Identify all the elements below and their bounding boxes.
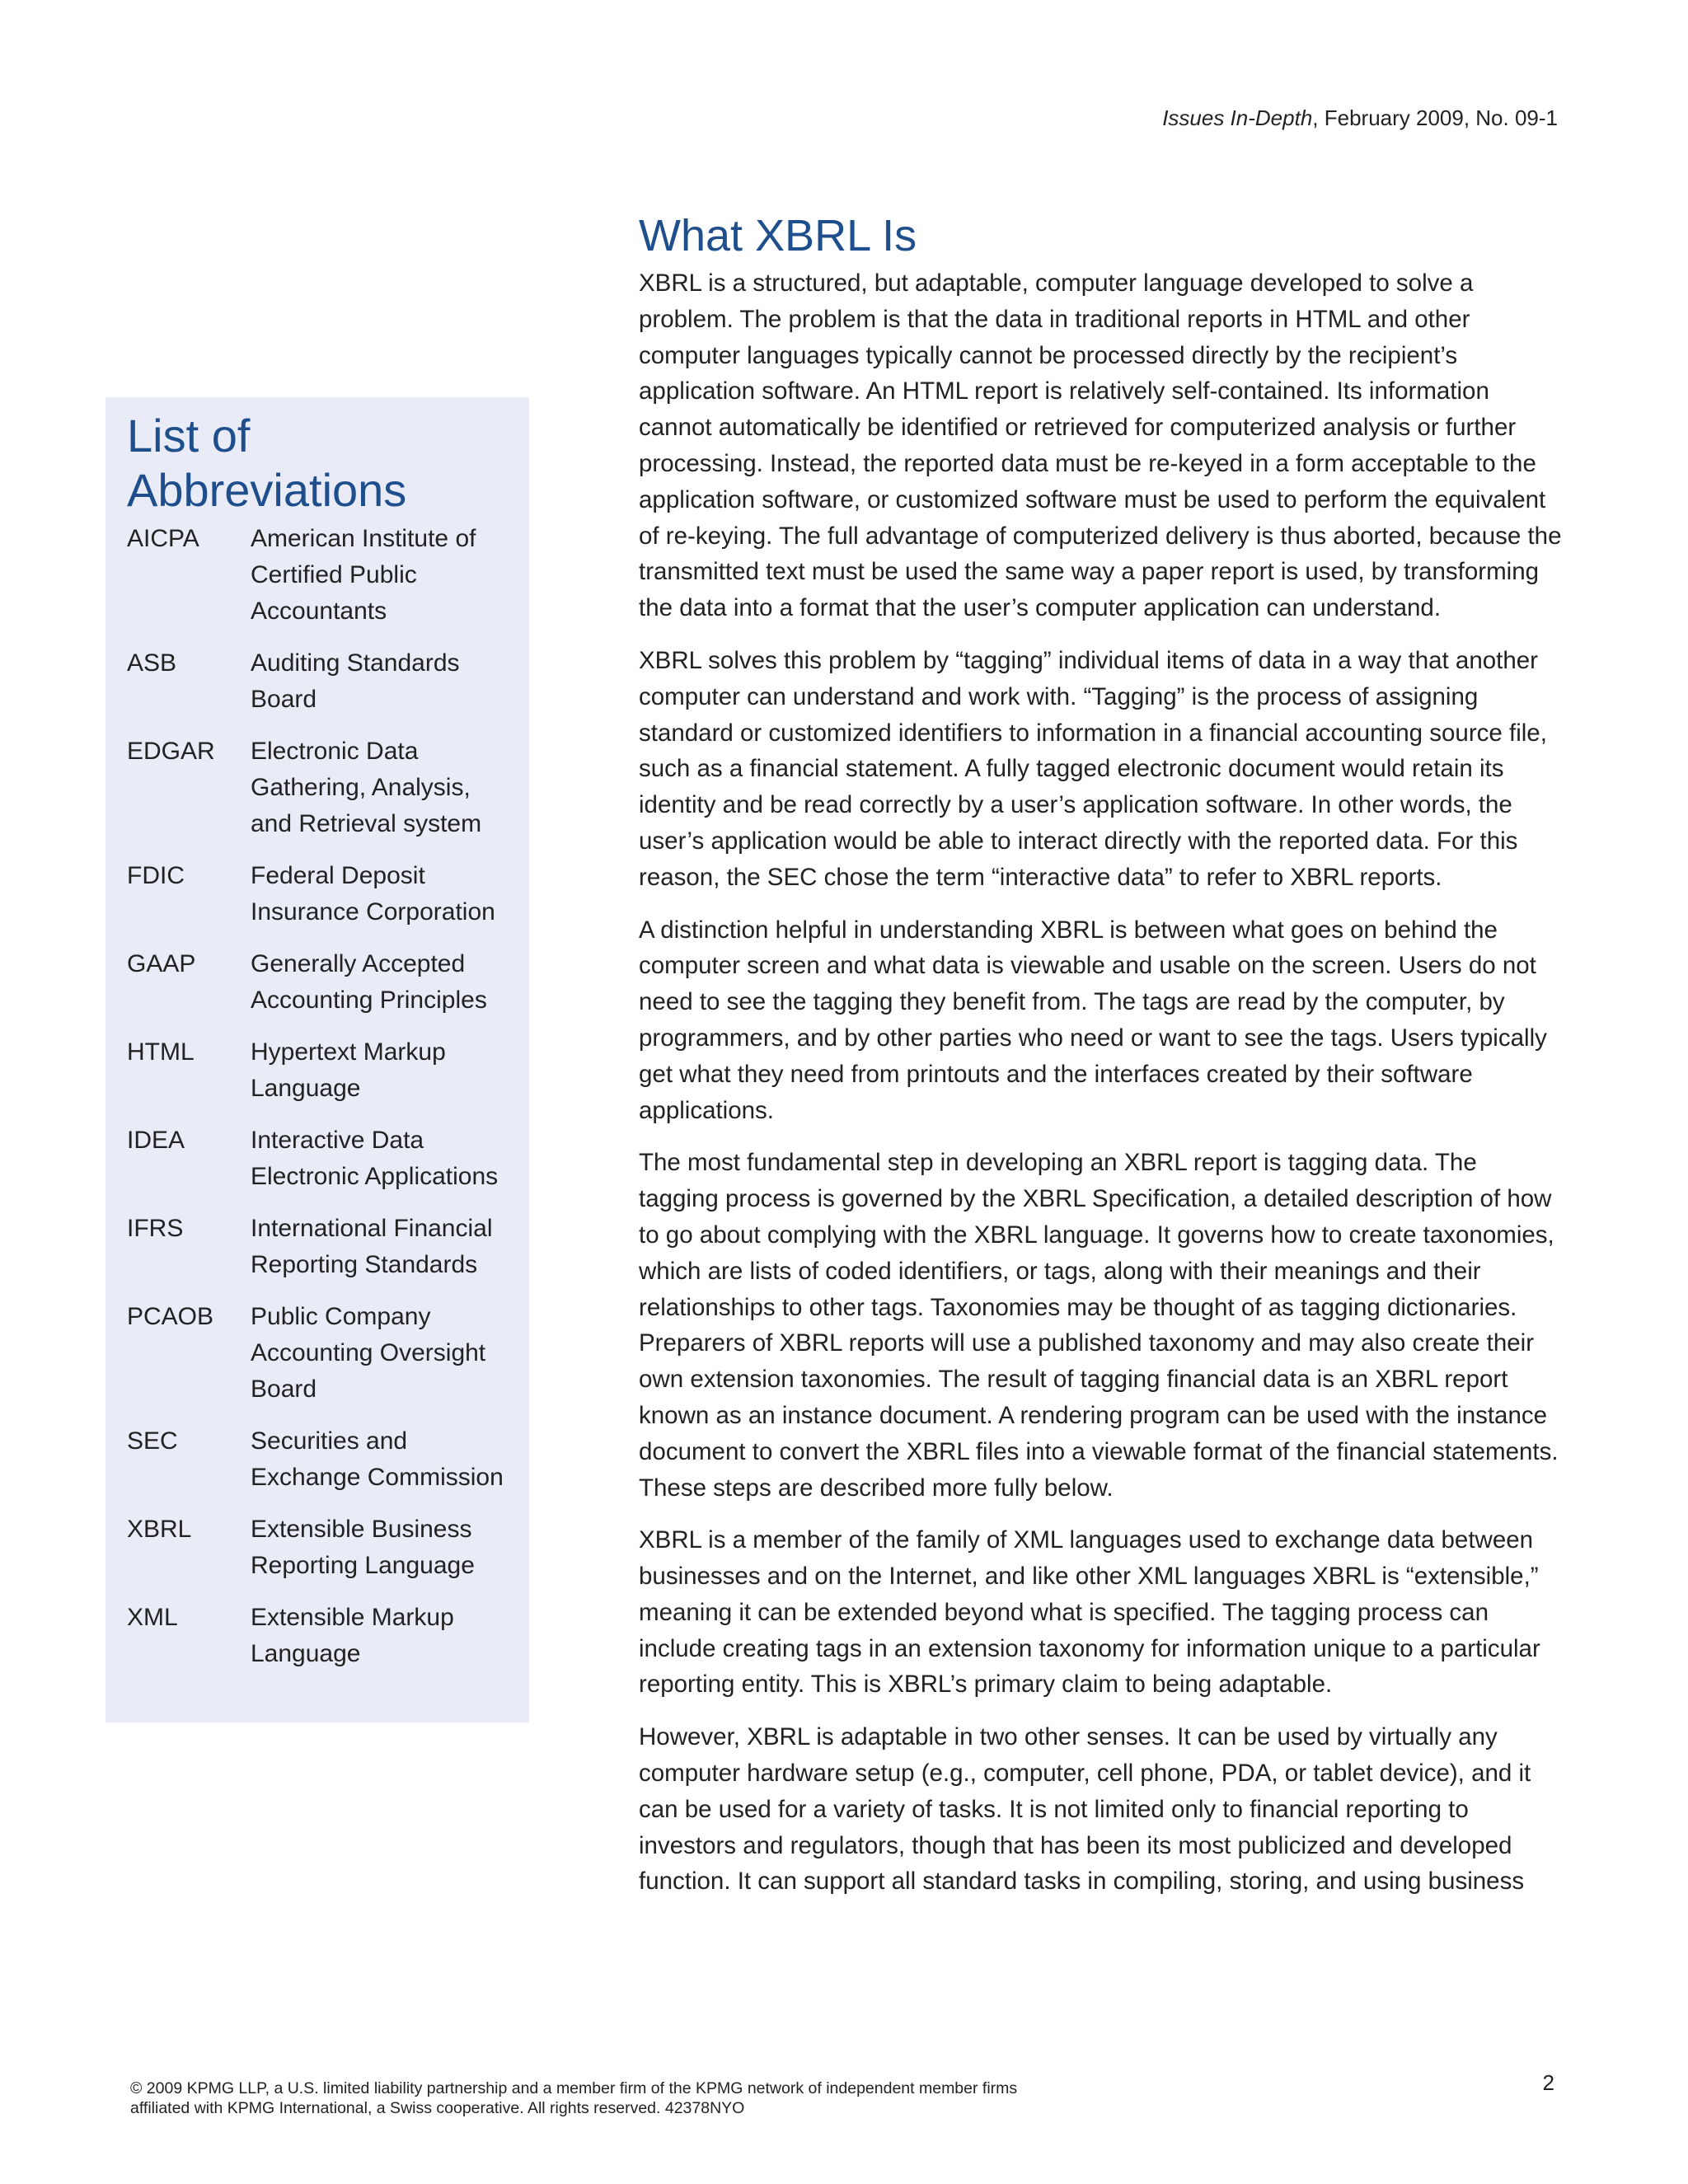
section-title: What XBRL Is — [639, 211, 917, 260]
body-paragraph: XBRL is a member of the family of XML languages used to exchange data between businesses and on the Internet, and like other XML languages XBRL is “extensible,” meaning it can be extended beyond what is specified. The tagging process can include creating tags in an extension taxonomy for information unique to a particular reporting entity. This is XBRL’s primary claim to being adaptable. — [639, 1526, 1540, 1699]
abbreviation-item — [127, 733, 508, 842]
abbreviation-item — [127, 645, 508, 718]
abbreviation-definition: Generally Accepted Accounting Principles — [251, 950, 487, 1014]
body-paragraph: XBRL solves this problem by “tagging” individual items of data in a way that another computer can understand and work with. “Tagging” is the process of assigning standard or customized identifiers to information in a financial accounting source file, such as a financial statement. A fully tagged electronic document would retain its identity and be read correctly by a user’s application software. In other words, the user’s application would be able to interact directly with the reported data. For this reason, the SEC chose the term “interactive data” to refer to XBRL reports. — [639, 646, 1547, 891]
abbreviation-definition: Hypertext Markup Language — [251, 1038, 446, 1102]
abbreviation-code: IFRS — [127, 1215, 184, 1242]
abbreviation-item — [127, 946, 508, 1019]
main-content — [639, 208, 1562, 1916]
abbreviation-definition: Interactive Data Electronic Applications — [251, 1127, 499, 1190]
abbreviation-code: EDGAR — [127, 738, 215, 765]
page-number: 2 — [1542, 2070, 1554, 2095]
abbreviation-definition: Securities and Exchange Commission — [251, 1427, 504, 1491]
publication-name: Issues In-Depth — [1162, 105, 1313, 130]
abbreviations-sidebar — [106, 397, 529, 1722]
publication-details: , February 2009, No. 09-1 — [1312, 105, 1558, 130]
abbreviation-definition: American Institute of Certified Public Accountants — [251, 525, 476, 625]
abbreviation-item — [127, 1034, 508, 1107]
running-header — [1162, 105, 1558, 131]
abbreviation-definition: Federal Deposit Insurance Corporation — [251, 862, 495, 926]
abbreviation-code: IDEA — [127, 1127, 185, 1154]
abbreviation-item — [127, 521, 508, 630]
abbreviation-item — [127, 1211, 508, 1283]
body-paragraph: A distinction helpful in understanding XBRL is between what goes on behind the computer screen and what data is viewable and usable on the screen. Users do not need to see the tagging they benefit from. The tags are read by the computer, by programmers, and by other parties who need or want to see the tags. Users typically get what they need from printouts and the interfaces created by their software applications. — [639, 916, 1547, 1124]
abbreviation-definition: Public Company Accounting Oversight Board — [251, 1303, 486, 1403]
abbreviation-item — [127, 1423, 508, 1496]
abbreviation-item — [127, 1122, 508, 1195]
abbreviation-code: GAAP — [127, 950, 196, 977]
abbreviation-code: ASB — [127, 649, 177, 677]
abbreviation-code: AICPA — [127, 525, 199, 552]
abbreviation-definition: Electronic Data Gathering, Analysis, and Retrieval system — [251, 738, 482, 837]
copyright-line-2: affiliated with KPMG International, a Swiss cooperative. All rights reserved. 42378NYO — [130, 2099, 745, 2117]
sidebar-title: List of Abbreviations — [127, 410, 407, 516]
abbreviation-definition: Extensible Business Reporting Language — [251, 1516, 475, 1579]
abbreviation-code: XML — [127, 1604, 178, 1631]
abbreviation-code: XBRL — [127, 1516, 192, 1543]
abbreviation-code: SEC — [127, 1427, 178, 1455]
abbreviation-item — [127, 1600, 508, 1672]
abbreviation-definition: Extensible Markup Language — [251, 1604, 454, 1667]
body-paragraph: However, XBRL is adaptable in two other senses. It can be used by virtually any computer hardware setup (e.g., computer, cell phone, PDA, or tablet device), and it can be used for a variety of tasks. It is not limited only to financial reporting to investors and regulators, though that has been its most publicized and developed function. It can support all standard tasks in compiling, storing, and using business — [639, 1723, 1531, 1896]
abbreviation-item — [127, 1299, 508, 1408]
body-paragraph: XBRL is a structured, but adaptable, computer language developed to solve a problem. The problem is that the data in traditional reports in HTML and other computer languages typically cannot be processed directly by the recipient’s application software. An HTML report is relatively self-contained. Its information cannot automatically be identified or retrieved for computerized analysis or further processing. Instead, the reported data must be re-keyed in a form acceptable to the application software, or customized software must be used to perform the equivalent of re-keying. The full advantage of computerized delivery is thus aborted, because the transmitted text must be used the same way a paper report is used, by transforming the data into a format that the user’s computer application can understand. — [639, 269, 1562, 622]
abbreviation-definition: International Financial Reporting Standards — [251, 1215, 493, 1278]
abbreviation-code: FDIC — [127, 862, 185, 889]
copyright-line-1: © 2009 KPMG LLP, a U.S. limited liability partnership and a member firm of the KPMG network of independent member firms — [130, 2079, 1018, 2097]
abbreviation-definition: Auditing Standards Board — [251, 649, 460, 713]
abbreviation-item — [127, 858, 508, 930]
abbreviation-item — [127, 1511, 508, 1584]
copyright-notice — [130, 2079, 1202, 2118]
body-paragraph: The most fundamental step in developing an XBRL report is tagging data. The tagging process is governed by the XBRL Specification, a detailed description of how to go about complying with the XBRL language. It governs how to create taxonomies, which are lists of coded identifiers, or tags, along with their meanings and their relationships to other tags. Taxonomies may be thought of as tagging dictionaries. Preparers of XBRL reports will use a published taxonomy and may also create their own extension taxonomies. The result of tagging financial data is an XBRL report known as an instance document. A rendering program can be used with the instance document to convert the XBRL files into a viewable format of the financial statements. These steps are described more fully below. — [639, 1149, 1559, 1502]
abbreviation-code: HTML — [127, 1038, 195, 1066]
abbreviation-code: PCAOB — [127, 1303, 214, 1330]
